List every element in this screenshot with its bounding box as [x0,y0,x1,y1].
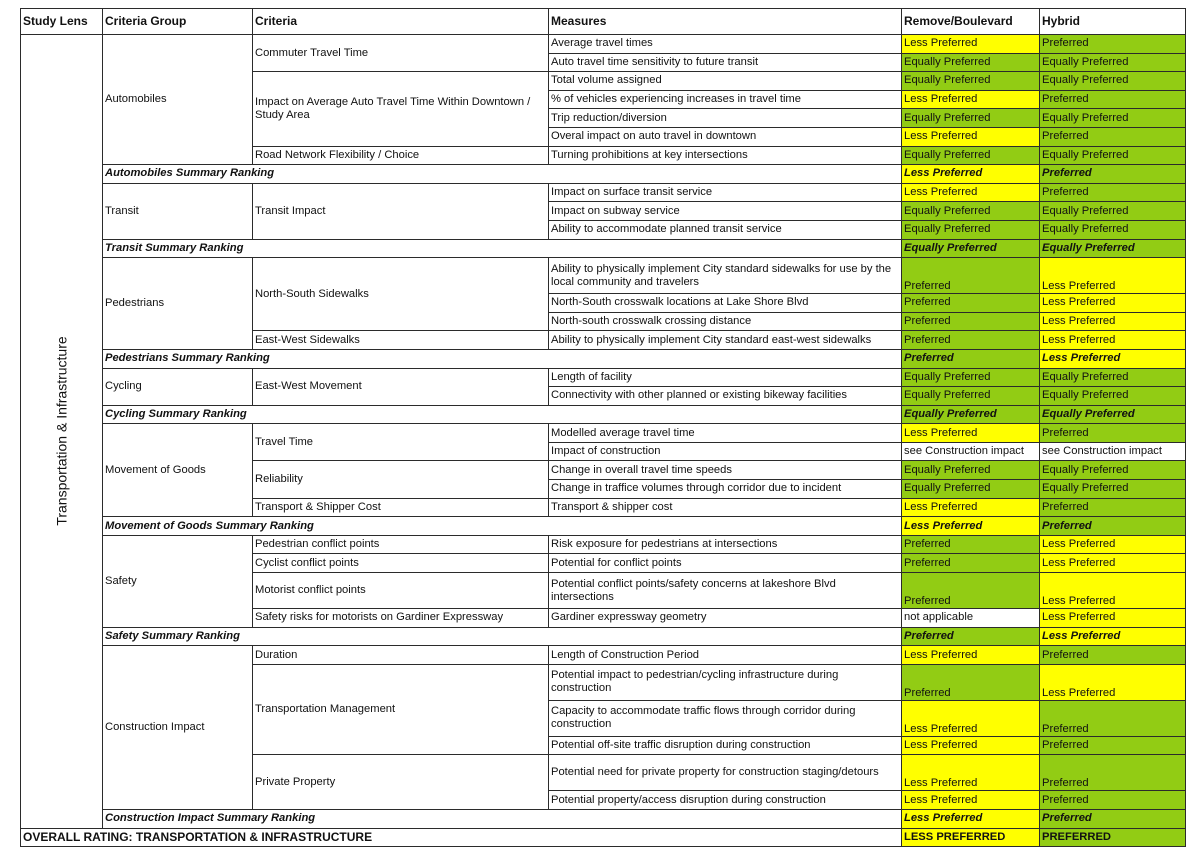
evaluation-table [20,8,1186,847]
criteria-group-cell: Construction Impact [103,646,253,810]
measure-cell: Impact on subway service [549,202,902,221]
hybrid-rating-cell: Equally Preferred [1040,220,1186,239]
summary-hybrid-rating: Equally Preferred [1040,239,1186,258]
header-study-lens: Study Lens [21,9,103,35]
summary-remove-rating: Preferred [902,349,1040,368]
summary-hybrid-rating: Preferred [1040,517,1186,536]
summary-remove-rating: Equally Preferred [902,239,1040,258]
remove-rating-cell: Preferred [902,535,1040,554]
remove-rating-cell: Equally Preferred [902,72,1040,91]
summary-row [21,165,1186,184]
measure-cell: Risk exposure for pedestrians at intersections [549,535,902,554]
measure-cell: Auto travel time sensitivity to future transit [549,53,902,72]
hybrid-rating-cell: Preferred [1040,424,1186,443]
summary-label: Pedestrians Summary Ranking [103,349,902,368]
summary-label: Transit Summary Ranking [103,239,902,258]
remove-rating-cell: Equally Preferred [902,480,1040,499]
hybrid-rating-cell: see Construction impact [1040,442,1186,461]
remove-rating-cell: Equally Preferred [902,220,1040,239]
summary-remove-rating: Less Preferred [902,165,1040,184]
criteria-cell: Transit Impact [253,183,549,239]
criteria-cell: Pedestrian conflict points [253,535,549,554]
overall-hybrid-rating: PREFERRED [1040,828,1186,847]
measure-cell: Potential need for private property for construction staging/detours [549,755,902,791]
summary-label: Movement of Goods Summary Ranking [103,517,902,536]
criteria-group-cell: Movement of Goods [103,424,253,517]
overall-remove-rating: LESS PREFERRED [902,828,1040,847]
hybrid-rating-cell: Less Preferred [1040,294,1186,313]
overall-row [21,828,1186,847]
measure-cell: Change in overall travel time speeds [549,461,902,480]
remove-rating-cell: not applicable [902,609,1040,628]
criteria-cell: Travel Time [253,424,549,461]
summary-row [21,405,1186,424]
remove-rating-cell: Preferred [902,331,1040,350]
criteria-group-cell: Transit [103,183,253,239]
criteria-cell: Transport & Shipper Cost [253,498,549,517]
measure-cell: Capacity to accommodate traffic flows through corridor during construction [549,700,902,736]
measure-cell: Potential off-site traffic disruption during construction [549,736,902,755]
criteria-cell: Motorist conflict points [253,573,549,609]
overall-label: OVERALL RATING: TRANSPORTATION & INFRASTRUCTURE [21,828,902,847]
table-row [21,183,1186,202]
summary-hybrid-rating: Preferred [1040,165,1186,184]
table-row [21,646,1186,665]
remove-rating-cell: Less Preferred [902,35,1040,54]
header-hybrid: Hybrid [1040,9,1186,35]
remove-rating-cell: see Construction impact [902,442,1040,461]
remove-rating-cell: Equally Preferred [902,202,1040,221]
hybrid-rating-cell: Less Preferred [1040,609,1186,628]
measure-cell: North-south crosswalk crossing distance [549,312,902,331]
hybrid-rating-cell: Less Preferred [1040,258,1186,294]
hybrid-rating-cell: Equally Preferred [1040,72,1186,91]
hybrid-rating-cell: Preferred [1040,646,1186,665]
measure-cell: Length of Construction Period [549,646,902,665]
criteria-cell: Duration [253,646,549,665]
criteria-group-cell: Pedestrians [103,258,253,350]
measure-cell: Potential for conflict points [549,554,902,573]
criteria-cell: Road Network Flexibility / Choice [253,146,549,165]
remove-rating-cell: Less Preferred [902,700,1040,736]
hybrid-rating-cell: Equally Preferred [1040,146,1186,165]
table-row [21,35,1186,54]
criteria-cell: Commuter Travel Time [253,35,549,72]
measure-cell: Change in traffice volumes through corridor due to incident [549,480,902,499]
header-measures: Measures [549,9,902,35]
criteria-cell: Cyclist conflict points [253,554,549,573]
criteria-cell: Impact on Average Auto Travel Time Within Downtown / Study Area [253,72,549,146]
hybrid-rating-cell: Equally Preferred [1040,368,1186,387]
hybrid-rating-cell: Preferred [1040,127,1186,146]
measure-cell: Turning prohibitions at key intersections [549,146,902,165]
remove-rating-cell: Less Preferred [902,736,1040,755]
table-row [21,424,1186,443]
summary-hybrid-rating: Less Preferred [1040,349,1186,368]
remove-rating-cell: Equally Preferred [902,146,1040,165]
header-remove-boulevard: Remove/Boulevard [902,9,1040,35]
measure-cell: Potential conflict points/safety concerns at lakeshore Blvd intersections [549,573,902,609]
remove-rating-cell: Equally Preferred [902,387,1040,406]
measure-cell: Trip reduction/diversion [549,109,902,128]
remove-rating-cell: Less Preferred [902,424,1040,443]
measure-cell: Overal impact on auto travel in downtown [549,127,902,146]
study-lens-cell [21,35,103,829]
measure-cell: Length of facility [549,368,902,387]
criteria-group-cell: Automobiles [103,35,253,165]
hybrid-rating-cell: Less Preferred [1040,554,1186,573]
criteria-group-cell: Cycling [103,368,253,405]
remove-rating-cell: Less Preferred [902,90,1040,109]
remove-rating-cell: Less Preferred [902,791,1040,810]
measure-cell: Potential impact to pedestrian/cycling infrastructure during construction [549,664,902,700]
remove-rating-cell: Preferred [902,258,1040,294]
measure-cell: Transport & shipper cost [549,498,902,517]
hybrid-rating-cell: Preferred [1040,755,1186,791]
hybrid-rating-cell: Less Preferred [1040,331,1186,350]
hybrid-rating-cell: Preferred [1040,90,1186,109]
measure-cell: Gardiner expressway geometry [549,609,902,628]
criteria-cell: Transportation Management [253,664,549,755]
remove-rating-cell: Less Preferred [902,646,1040,665]
summary-label: Safety Summary Ranking [103,627,902,646]
measure-cell: Modelled average travel time [549,424,902,443]
remove-rating-cell: Preferred [902,664,1040,700]
hybrid-rating-cell: Preferred [1040,791,1186,810]
hybrid-rating-cell: Equally Preferred [1040,53,1186,72]
measure-cell: Ability to physically implement City standard sidewalks for use by the local community and travelers [549,258,902,294]
summary-label: Construction Impact Summary Ranking [103,810,902,829]
header-criteria: Criteria [253,9,549,35]
measure-cell: % of vehicles experiencing increases in travel time [549,90,902,109]
remove-rating-cell: Less Preferred [902,183,1040,202]
measure-cell: Total volume assigned [549,72,902,91]
remove-rating-cell: Less Preferred [902,498,1040,517]
criteria-cell: East-West Movement [253,368,549,405]
criteria-cell: Private Property [253,755,549,810]
remove-rating-cell: Preferred [902,312,1040,331]
measure-cell: Average travel times [549,35,902,54]
criteria-cell: Safety risks for motorists on Gardiner Expressway [253,609,549,628]
summary-row [21,239,1186,258]
remove-rating-cell: Less Preferred [902,755,1040,791]
hybrid-rating-cell: Equally Preferred [1040,109,1186,128]
measure-cell: Ability to accommodate planned transit service [549,220,902,239]
hybrid-rating-cell: Preferred [1040,35,1186,54]
criteria-cell: East-West Sidewalks [253,331,549,350]
hybrid-rating-cell: Equally Preferred [1040,387,1186,406]
summary-hybrid-rating: Preferred [1040,810,1186,829]
table-row [21,258,1186,294]
table-row [21,368,1186,387]
criteria-group-cell: Safety [103,535,253,627]
criteria-cell: North-South Sidewalks [253,258,549,331]
hybrid-rating-cell: Preferred [1040,736,1186,755]
summary-remove-rating: Equally Preferred [902,405,1040,424]
hybrid-rating-cell: Preferred [1040,700,1186,736]
remove-rating-cell: Preferred [902,554,1040,573]
measure-cell: Impact on surface transit service [549,183,902,202]
measure-cell: North-South crosswalk locations at Lake Shore Blvd [549,294,902,313]
summary-hybrid-rating: Equally Preferred [1040,405,1186,424]
remove-rating-cell: Equally Preferred [902,368,1040,387]
summary-row [21,517,1186,536]
table-row [21,535,1186,554]
measure-cell: Impact of construction [549,442,902,461]
summary-row [21,810,1186,829]
measure-cell: Connectivity with other planned or existing bikeway facilities [549,387,902,406]
hybrid-rating-cell: Less Preferred [1040,535,1186,554]
study-lens-label: Transportation & Infrastructure [53,336,69,526]
remove-rating-cell: Preferred [902,573,1040,609]
measure-cell: Ability to physically implement City standard east-west sidewalks [549,331,902,350]
hybrid-rating-cell: Less Preferred [1040,312,1186,331]
remove-rating-cell: Equally Preferred [902,109,1040,128]
summary-row [21,349,1186,368]
header-row [21,9,1186,35]
remove-rating-cell: Equally Preferred [902,53,1040,72]
hybrid-rating-cell: Less Preferred [1040,664,1186,700]
criteria-cell: Reliability [253,461,549,498]
summary-remove-rating: Preferred [902,627,1040,646]
hybrid-rating-cell: Equally Preferred [1040,480,1186,499]
summary-remove-rating: Less Preferred [902,810,1040,829]
remove-rating-cell: Equally Preferred [902,461,1040,480]
hybrid-rating-cell: Preferred [1040,498,1186,517]
summary-remove-rating: Less Preferred [902,517,1040,536]
hybrid-rating-cell: Equally Preferred [1040,202,1186,221]
hybrid-rating-cell: Preferred [1040,183,1186,202]
remove-rating-cell: Less Preferred [902,127,1040,146]
remove-rating-cell: Preferred [902,294,1040,313]
summary-label: Automobiles Summary Ranking [103,165,902,184]
header-criteria-group: Criteria Group [103,9,253,35]
hybrid-rating-cell: Less Preferred [1040,573,1186,609]
summary-row [21,627,1186,646]
summary-label: Cycling Summary Ranking [103,405,902,424]
measure-cell: Potential property/access disruption during construction [549,791,902,810]
hybrid-rating-cell: Equally Preferred [1040,461,1186,480]
summary-hybrid-rating: Less Preferred [1040,627,1186,646]
